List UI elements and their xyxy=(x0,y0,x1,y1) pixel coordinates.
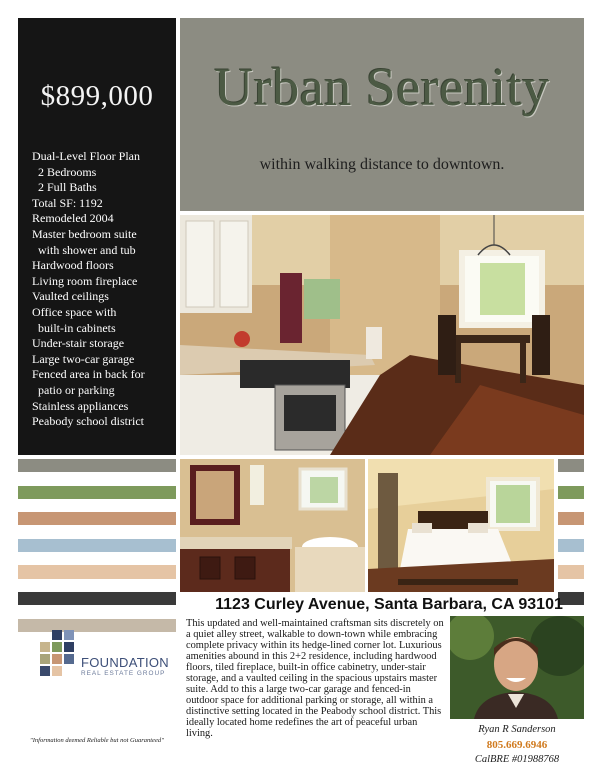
color-stripe xyxy=(558,579,584,592)
color-stripe xyxy=(18,605,176,618)
color-stripe xyxy=(558,565,584,578)
feature-item: Large two-car garage xyxy=(32,351,135,366)
property-address: 1123 Curley Avenue, Santa Barbara, CA 93101 xyxy=(215,596,563,613)
flyer xyxy=(18,18,584,765)
feature-item: Peabody school district xyxy=(32,414,144,429)
listing-price: $899,000 xyxy=(40,80,154,112)
disclaimer-text: "Information deemed Reliable but not Guaranteed" xyxy=(30,737,164,744)
feature-item: Remodeled 2004 xyxy=(32,211,114,226)
agent-name: Ryan R Sanderson xyxy=(478,724,556,735)
color-stripe xyxy=(18,472,176,485)
color-stripe xyxy=(18,539,176,552)
agent-phone: 805.669.6946 xyxy=(486,739,548,751)
color-stripe xyxy=(18,486,176,499)
agent-photo xyxy=(450,616,584,719)
color-stripe xyxy=(558,552,584,565)
listing-title: Urban Serenity xyxy=(214,57,550,117)
feature-item: built-in cabinets xyxy=(32,320,116,335)
decorative-stripes-right xyxy=(558,459,584,592)
feature-item: Under-stair storage xyxy=(32,336,125,351)
color-stripe xyxy=(18,579,176,592)
feature-item: Living room fireplace xyxy=(32,273,138,288)
bedroom-photo xyxy=(368,459,554,592)
feature-item: Vaulted ceilings xyxy=(32,289,109,304)
agent-license: CalBRE #01988768 xyxy=(474,754,560,765)
feature-item: Fenced area in back for xyxy=(32,367,145,382)
color-stripe xyxy=(18,565,176,578)
property-description: This updated and well-maintained craftsman sits discretely on a quiet alley street, walkable to down-town while embracing complete privacy within its hedge-lined corner lot. Luxurious amenities abound in this 2+2 residence, including hardwood floors, tiled fireplace, built-in office cabinetry, under-stair storage, and a vaulted ceiling in the spacious upstairs master suite. Add to this a large two-car garage and fenced-in outdoor space for additional parking or storage, all within a distinctive setting located in the Peabody school district. This ideally located home redefines the art of peaceful urban living. xyxy=(186,618,444,739)
feature-item: Total SF: 1192 xyxy=(32,195,103,210)
feature-item: Master bedroom suite xyxy=(32,226,137,241)
color-stripe xyxy=(18,552,176,565)
color-stripe xyxy=(558,459,584,472)
color-stripe xyxy=(18,592,176,605)
feature-item: Office space with xyxy=(32,304,117,319)
header-banner xyxy=(180,18,584,211)
bathroom-photo xyxy=(180,459,365,592)
features-sidebar xyxy=(18,18,176,455)
feature-item: with shower and tub xyxy=(32,242,136,257)
listing-subtitle: within walking distance to downtown. xyxy=(259,156,505,173)
decorative-stripes-left xyxy=(18,459,176,592)
color-stripe xyxy=(18,525,176,538)
color-stripe xyxy=(18,499,176,512)
color-stripe xyxy=(558,499,584,512)
feature-item: Stainless appliances xyxy=(32,398,129,413)
feature-list xyxy=(32,149,145,430)
color-stripe xyxy=(18,459,176,472)
feature-item: Dual-Level Floor Plan xyxy=(32,149,140,163)
brokerage-name: FOUNDATION xyxy=(81,655,169,670)
kitchen-photo xyxy=(180,215,584,455)
brokerage-tagline: REAL ESTATE GROUP xyxy=(81,670,166,677)
color-stripe xyxy=(558,472,584,485)
color-stripe xyxy=(558,486,584,499)
color-stripe xyxy=(558,539,584,552)
color-stripe xyxy=(558,512,584,525)
feature-item: 2 Full Baths xyxy=(32,180,97,195)
feature-item: patio or parking xyxy=(32,382,115,397)
feature-item: 2 Bedrooms xyxy=(32,164,97,179)
feature-item: Hardwood floors xyxy=(32,258,114,273)
color-stripe xyxy=(18,512,176,525)
color-stripe xyxy=(558,525,584,538)
